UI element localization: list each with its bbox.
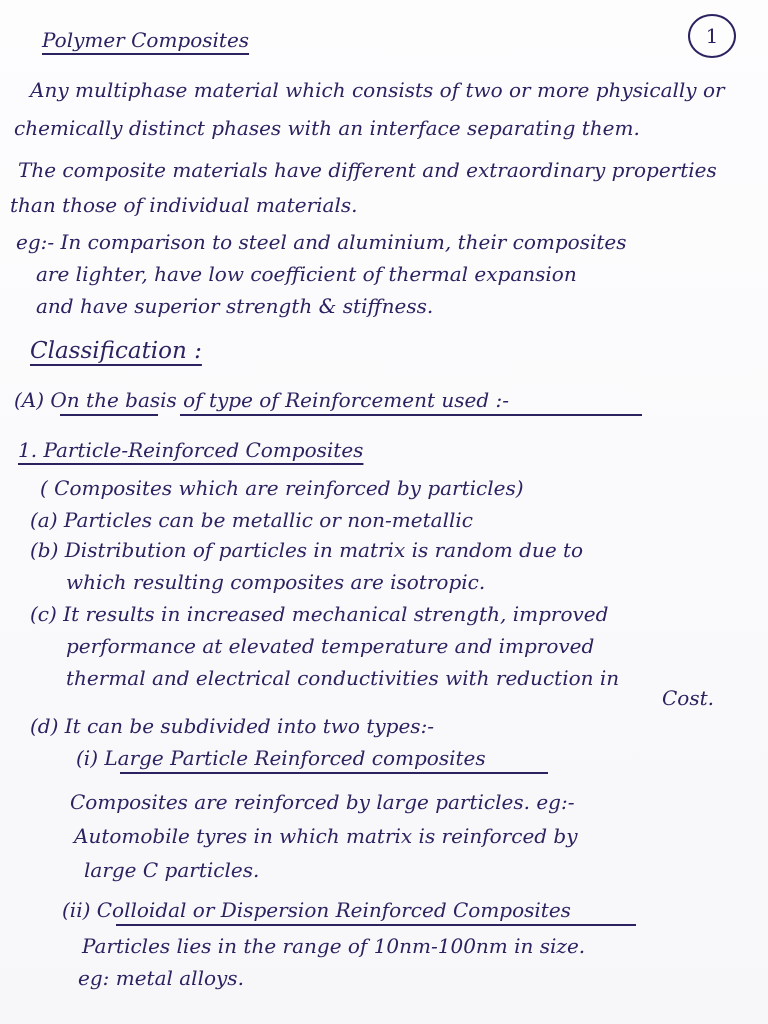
subtype-i-line-1: Composites are reinforced by large particles. eg:- — [70, 790, 575, 814]
basis-underline-1 — [60, 414, 158, 416]
example-line-1: eg:- In comparison to steel and aluminium, their composites — [16, 230, 627, 254]
properties-line-1: The composite materials have different and extraordinary properties — [18, 158, 717, 182]
subtype-ii-heading: (ii) Colloidal or Dispersion Reinforced Composites — [62, 898, 571, 922]
section1-subtitle: ( Composites which are reinforced by particles) — [40, 476, 524, 500]
point-c-line-3: thermal and electrical conductivities with reduction in — [66, 666, 620, 690]
point-c-line-1: (c) It results in increased mechanical strength, improved — [30, 602, 609, 626]
subtype-i-heading: (i) Large Particle Reinforced composites — [76, 746, 486, 770]
section1-heading: 1. Particle-Reinforced Composites — [18, 438, 364, 462]
example-line-3: and have superior strength & stiffness. — [36, 294, 434, 318]
subtype-i-line-2: Automobile tyres in which matrix is reinforced by — [74, 824, 578, 848]
point-c-line-2: performance at elevated temperature and improved — [66, 634, 595, 658]
subtype-i-underline — [120, 772, 548, 774]
definition-line-2: chemically distinct phases with an interface separating them. — [14, 116, 640, 140]
page-number-text: 1 — [705, 24, 719, 48]
basis-line: (A) On the basis of type of Reinforcement used :- — [14, 388, 510, 412]
page-number — [688, 14, 736, 58]
subtype-ii-line-1: Particles lies in the range of 10nm-100nm in size. — [82, 934, 586, 958]
point-d: (d) It can be subdivided into two types:- — [30, 714, 435, 738]
point-a: (a) Particles can be metallic or non-metallic — [30, 508, 473, 532]
subtype-ii-line-2: eg: metal alloys. — [78, 966, 244, 990]
point-c-line-4: Cost. — [662, 686, 715, 710]
classification-heading: Classification : — [30, 338, 202, 364]
basis-underline-2 — [180, 414, 642, 416]
point-b-line-1: (b) Distribution of particles in matrix is random due to — [30, 538, 584, 562]
page-title: Polymer Composites — [42, 28, 250, 52]
subtype-i-line-3: large C particles. — [84, 858, 260, 882]
point-b-line-2: which resulting composites are isotropic. — [66, 570, 486, 594]
subtype-ii-underline — [116, 924, 636, 926]
definition-line-1: Any multiphase material which consists of two or more physically or — [30, 78, 725, 102]
properties-line-2: than those of individual materials. — [10, 193, 358, 217]
example-line-2: are lighter, have low coefficient of thermal expansion — [36, 262, 577, 286]
